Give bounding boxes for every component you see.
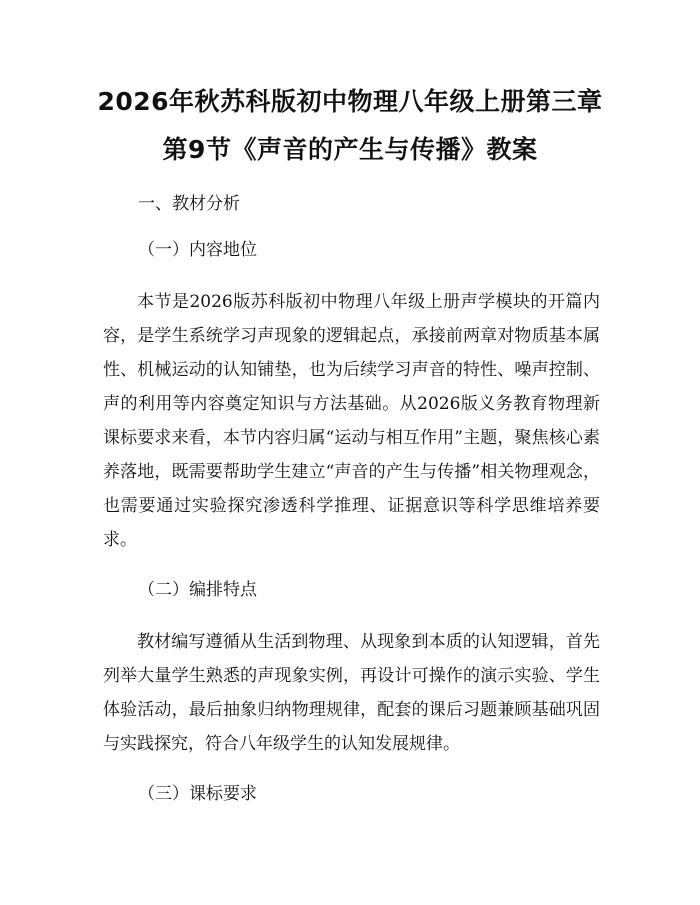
paragraph-arrangement-features: 教材编写遵循从生活到物理、从现象到本质的认知逻辑，首先列举大量学生熟悉的声现象实例，再设计可操作的演示实验、学生体验活动，最后抽象归纳物理规律，配套的课后习题兼顾基础巩固与实践探究，符合八年级学生的认知发展规律。	[103, 632, 600, 754]
document-title-line1: 2026年秋苏科版初中物理八年级上册第三章	[97, 87, 603, 116]
subsection-heading-arrangement-features: （二）编排特点	[138, 580, 257, 600]
subsection-heading-curriculum-requirements: （三）课标要求	[138, 784, 257, 804]
subsection-heading-content-position: （一）内容地位	[138, 240, 257, 260]
section-heading-textbook-analysis: 一、教材分析	[138, 194, 240, 214]
document-title-line2: 第9节《声音的产生与传播》教案	[162, 135, 538, 164]
paragraph-content-position: 本节是2026版苏科版初中物理八年级上册声学模块的开篇内容，是学生系统学习声现象的逻辑起点，承接前两章对物质基本属性、机械运动的认知铺垫，也为后续学习声音的特性、噪声控制、声的利用等内容奠定知识与方法基础。从2026版义务教育物理新课标要求来看，本节内容归属“运动与相互作用”主题，聚焦核心素养落地，既需要帮助学生建立“声音的产生与传播”相关物理观念，也需要通过实验探究渗透科学推理、证据意识等科学思维培养要求。	[103, 292, 600, 550]
